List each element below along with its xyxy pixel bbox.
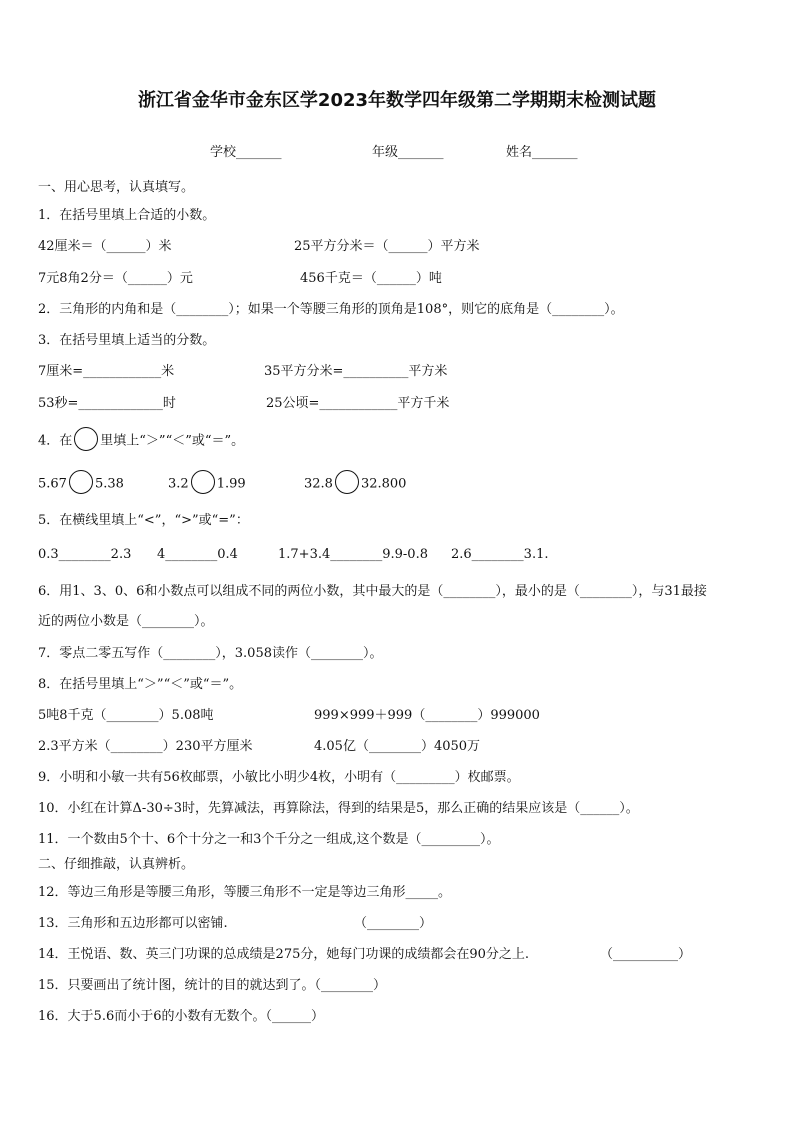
question-5a: 0.3________2.3 <box>38 547 132 562</box>
question-8a: 5吨8千克（________）5.08吨 <box>38 708 214 723</box>
question-5d: 2.6________3.1. <box>451 547 549 562</box>
question-14: 14．王悦语、数、英三门功课的总成绩是275分，她每门功课的成绩都会在90分之上. <box>38 947 530 962</box>
compare-left: 5.67 <box>38 476 67 492</box>
question-4c <box>304 474 406 494</box>
question-3d: 25公顷=____________平方千米 <box>266 396 450 411</box>
question-1: 1．在括号里填上合适的小数。 <box>38 208 216 223</box>
question-8c: 2.3平方米（________）230平方厘米 <box>38 739 253 754</box>
compare-circle-icon <box>74 427 98 451</box>
question-4a <box>38 474 124 494</box>
section-heading: 一、用心思考，认真填写。 <box>38 180 195 195</box>
question-8d: 4.05亿（________）4050万 <box>314 739 481 754</box>
question-7: 7．零点二零五写作（________），3.058读作（________）。 <box>38 646 383 661</box>
question-11: 11．一个数由5个十、6个十分之一和3个千分之一组成,这个数是（_________）。 <box>38 832 500 847</box>
question-12: 12．等边三角形是等腰三角形，等腰三角形不一定是等边三角形_____。 <box>38 885 452 900</box>
question-8: 8．在括号里填上“＞”“＜”或“＝”。 <box>38 677 243 692</box>
question-3c: 53秒=_____________时 <box>38 396 176 411</box>
page-title: 浙江省金华市金东区学2023年数学四年级第二学期期末检测试题 <box>137 90 657 111</box>
question-6-line1: 6．用1、3、0、6和小数点可以组成不同的两位小数，其中最大的是（________），最小的是（________），与31最接 <box>38 584 707 599</box>
school-field: 学校_______ <box>210 145 282 160</box>
question-1b: 25平方分米＝（______）平方米 <box>294 239 480 254</box>
compare-left: 32.8 <box>304 476 333 492</box>
section-heading: 二、仔细推敲，认真辨析。 <box>38 857 195 872</box>
question-13-answer: （________） <box>354 916 433 931</box>
question-16: 16．大于5.6而小于6的小数有无数个。（______） <box>38 1009 324 1024</box>
question-8b: 999×999＋999（________）999000 <box>314 708 540 723</box>
name-field: 姓名_______ <box>506 145 578 160</box>
question-15: 15．只要画出了统计图，统计的目的就达到了。（________） <box>38 978 387 993</box>
question-4 <box>38 431 244 451</box>
compare-circle-icon <box>191 470 215 494</box>
question-14-answer: （__________） <box>600 947 692 962</box>
compare-right: 5.38 <box>94 476 124 492</box>
question-5c: 1.7+3.4________9.9-0.8 <box>278 547 428 562</box>
question-5: 5．在横线里填上“<”，“>”或“=”： <box>38 513 249 528</box>
compare-right: 1.99 <box>216 476 246 492</box>
grade-field: 年级_______ <box>372 145 444 160</box>
question-3b: 35平方分米=__________平方米 <box>264 364 448 379</box>
compare-circle-icon <box>69 470 93 494</box>
question-9: 9．小明和小敏一共有56枚邮票，小敏比小明少4枚，小明有（_________）枚邮票。 <box>38 770 520 785</box>
question-13: 13．三角形和五边形都可以密铺. <box>38 916 228 931</box>
question-1c: 7元8角2分＝（______）元 <box>38 271 193 286</box>
question-10: 10．小红在计算Δ-30÷3时，先算减法，再算除法，得到的结果是5，那么正确的结果应该是（______）。 <box>38 801 639 816</box>
question-4b <box>168 474 246 494</box>
question-3a: 7厘米=____________米 <box>38 364 175 379</box>
question-1a: 42厘米＝（______）米 <box>38 239 172 254</box>
question-1d: 456千克＝（______）吨 <box>300 271 442 286</box>
compare-circle-icon <box>335 470 359 494</box>
question-2: 2．三角形的内角和是（________）；如果一个等腰三角形的顶角是108°，则它的底角是（________）。 <box>38 302 624 317</box>
question-5b: 4________0.4 <box>157 547 238 562</box>
compare-right: 32.800 <box>360 476 407 492</box>
question-4-prefix: 4．在 <box>38 433 73 449</box>
question-6-line2: 近的两位小数是（________）。 <box>38 614 214 629</box>
compare-left: 3.2 <box>168 476 189 492</box>
question-4-suffix: 里填上“＞”“＜”或“＝”。 <box>100 433 245 449</box>
question-3: 3．在括号里填上适当的分数。 <box>38 333 216 348</box>
